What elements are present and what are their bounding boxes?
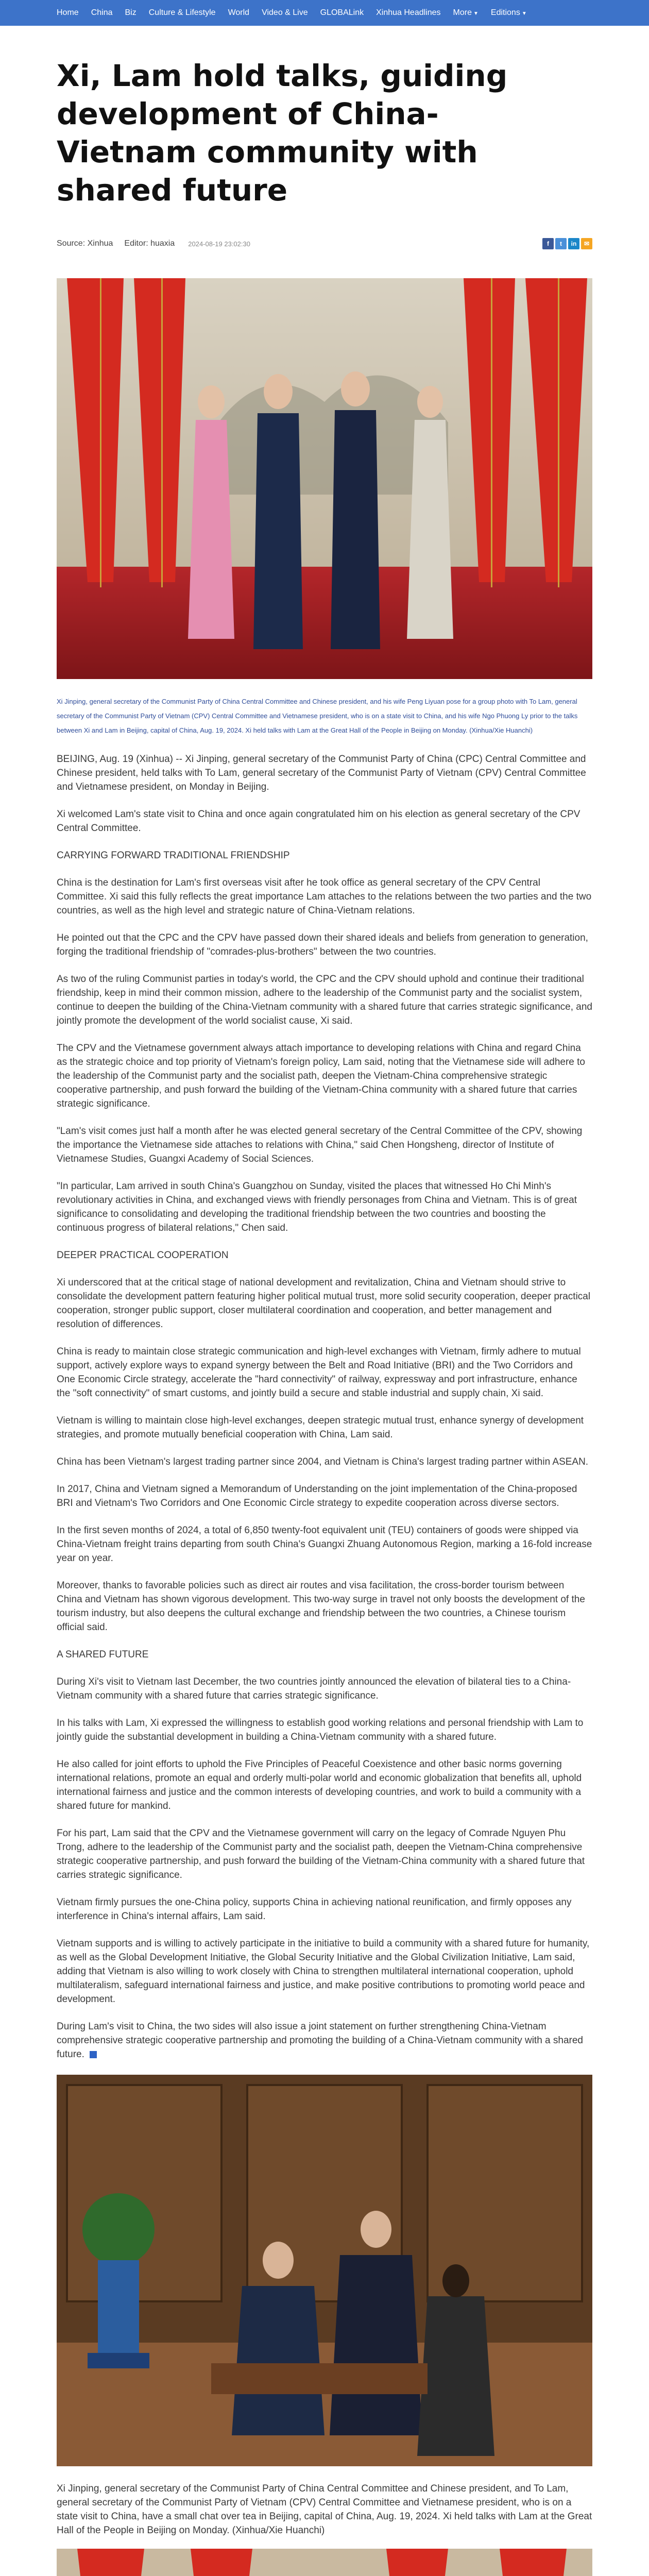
third-photo — [57, 2549, 592, 2576]
nav-china[interactable]: China — [91, 8, 113, 17]
paragraph: The CPV and the Vietnamese government always attach importance to developing relations with China and regard China as the strategic choice and top priority of Vietnam's foreign policy, Lam said, noting that the Vietnamese side will adhere to the leadership of the Communist party and the socialist path, deepen the Vietnam-China comprehensive strategic cooperative partnership, and push forward the building of the Vietnam-China community with a shared future that carries strategic significance. — [57, 1043, 585, 1109]
paragraph: Vietnam is willing to maintain close high-level exchanges, deepen strategic mutual trust, enhance synergy of development strategies, and promote mutually beneficial cooperation with China, Lam said. — [57, 1415, 584, 1440]
article-body — [57, 752, 592, 2061]
nav-xinhua-headlines[interactable]: Xinhua Headlines — [376, 8, 441, 17]
nav-biz[interactable]: Biz — [125, 8, 136, 17]
paragraph: He also called for joint efforts to uphold the Five Principles of Peaceful Coexistence and other basic norms governing international relations, promote an equal and orderly multi-polar world and economic globalization that benefits all, uphold international fairness and justice and the common interests of developing countries, and work to build a community with a shared future for mankind. — [57, 1759, 582, 1811]
paragraph: Vietnam supports and is willing to actively participate in the initiative to build a community with a shared future for humanity, as well as the Global Development Initiative, the Global Security Initiative and the Global Civilization Initiative, Lam said, adding that Vietnam is also willing to work closely with China to strengthen multilateral international cooperation, uphold multilateralism, safeguard international fairness and justice, and make positive contributions to promoting world peace and development. — [57, 1938, 590, 2005]
paragraph-last: During Lam's visit to China, the two sides will also issue a joint statement on further strengthening China-Vietnam comprehensive strategic cooperative partnership and promoting the building of a China-Vietnam community with a shared future. — [57, 2021, 583, 2060]
twitter-share-icon[interactable]: t — [555, 238, 567, 249]
article-time: 2024-08-19 23:02:30 — [188, 240, 250, 248]
group-photo — [57, 278, 592, 679]
end-mark-icon — [90, 2051, 97, 2058]
paragraph: Xi welcomed Lam's state visit to China and once again congratulated him on his election as general secretary of the CPV Central Committee. — [57, 809, 580, 834]
tea-chat-photo — [57, 2075, 592, 2466]
paragraph: "In particular, Lam arrived in south China's Guangzhou on Sunday, visited the places that witnessed Ho Chi Minh's revolutionary activities in China, and exchanged views with friendly personages from China and Vietnam. This is of great significance to consolidating and developing the traditional friendship between the two countries and boosting the continuous progress of bilateral relations," Chen said. — [57, 1181, 577, 1233]
article-container — [57, 26, 592, 2576]
nav-more[interactable]: More ▼ — [453, 8, 479, 17]
top-nav — [0, 0, 649, 26]
nav-video-live[interactable]: Video & Live — [262, 8, 308, 17]
photo-caption: Xi Jinping, general secretary of the Communist Party of China Central Committee and Chinese president, and his wife Peng Liyuan pose for a group photo with To Lam, general secretary of the Communist Party of Vietnam (CPV) Central Committee and Vietnamese president, who is on a state visit to China, and his wife Ngo Phuong Ly prior to the talks between Xi and Lam in Beijing, capital of China, Aug. 19, 2024. Xi held talks with Lam at the Great Hall of the People in Beijing on Monday. (Xinhua/Xie Huanchi) — [57, 698, 578, 734]
nav-world[interactable]: World — [228, 8, 250, 17]
photo-caption: Xi Jinping, general secretary of the Communist Party of China Central Committee and Chinese president, and To Lam, general secretary of the Communist Party of Vietnam (CPV) Central Committee and Vietnamese president, who is on a state visit to China, have a small chat over tea in Beijing, capital of China, Aug. 19, 2024. Xi held talks with Lam at the Great Hall of the People in Beijing on Monday. (Xinhua/Xie Huanchi) — [57, 2483, 592, 2536]
paragraph: In his talks with Lam, Xi expressed the willingness to establish good working relations and personal friendship with Lam to jointly guide the substantial development in building a China-Vietnam community with a shared future. — [57, 1718, 584, 1742]
paragraph: He pointed out that the CPC and the CPV have passed down their shared ideals and beliefs from generation to generation, forging the traditional friendship of "comrades-plus-brothers" between the two countries. — [57, 933, 588, 957]
paragraph: Moreover, thanks to favorable policies such as direct air routes and visa facilitation, the cross-border tourism between China and Vietnam has shown vigorous development. This two-way surge in travel not only boosts the development of the tourism industry, but also deepens the cultural exchange and friendship between the two countries, a Chinese tourism official said. — [57, 1580, 585, 1633]
paragraph: BEIJING, Aug. 19 (Xinhua) -- Xi Jinping, general secretary of the Communist Party of China (CPC) Central Committee and Chinese president, held talks with To Lam, general secretary of the Communist Party of Vietnam (CPV) Central Committee and Vietnamese president, on Monday in Beijing. — [57, 754, 586, 792]
paragraph: "Lam's visit comes just half a month after he was elected general secretary of the Central Committee of the CPV, showing the importance the Vietnamese side attaches to relations with China," said Chen Hongsheng, director of Institute of Vietnamese Studies, Guangxi Academy of Social Sciences. — [57, 1126, 583, 1164]
facebook-share-icon[interactable]: f — [542, 238, 554, 249]
paragraph: China is ready to maintain close strategic communication and high-level exchanges with Vietnam, firmly adhere to mutual support, actively explore ways to expand synergy between the Belt and Road Initiative (BRI) and the Two Corridors and One Economic Circle strategy, accelerate the "hard connectivity" of railway, expressway and port infrastructure, enhance the "soft connectivity" of smart customs, and jointly build a secure and stable industrial and supply chain, Xi said. — [57, 1346, 581, 1399]
paragraph: During Xi's visit to Vietnam last December, the two countries jointly announced the elevation of bilateral ties to a China-Vietnam community with a shared future that carries strategic significance. — [57, 1676, 571, 1701]
paragraph: As two of the ruling Communist parties in today's world, the CPC and the CPV should uphold and continue their traditional friendship, keep in mind their common mission, adhere to the leadership of the Communist party and the socialist system, continue to deepen the building of the China-Vietnam community with a shared future that carries strategic significance, and jointly promote the development of the world socialist cause, Xi said. — [57, 974, 592, 1026]
paragraph: In 2017, China and Vietnam signed a Memorandum of Understanding on the joint implementation of the China-proposed BRI and Vietnam's Two Corridors and One Economic Circle strategy to expedite cooperation across diverse sectors. — [57, 1484, 577, 1509]
section-heading: CARRYING FORWARD TRADITIONAL FRIENDSHIP — [57, 850, 290, 861]
paragraph: China is the destination for Lam's first overseas visit after he took office as general secretary of the CPV Central Committee. Xi said this fully reflects the great importance Lam attaches to the relations between the two parties and the two countries, as well as the high level and strategic nature of China-Vietnam relations. — [57, 877, 592, 916]
nav-globalink[interactable]: GLOBALink — [320, 8, 364, 17]
article-source: Source: Xinhua — [57, 239, 113, 248]
mail-share-icon[interactable]: ✉ — [581, 238, 592, 249]
paragraph: Vietnam firmly pursues the one-China policy, supports China in achieving national reunification, and firmly opposes any interference in China's internal affairs, Lam said. — [57, 1897, 572, 1922]
paragraph: China has been Vietnam's largest trading partner since 2004, and Vietnam is China's largest trading partner within ASEAN. — [57, 1456, 589, 1467]
paragraph: Xi underscored that at the critical stage of national development and revitalization, China and Vietnam should strive to consolidate the development pattern featuring higher political mutual trust, more solid security cooperation, deeper practical cooperation, stronger public support, closer multilateral coordination and cooperation, and better management and resolution of differences. — [57, 1277, 591, 1330]
chevron-down-icon: ▼ — [521, 11, 527, 16]
article-meta — [57, 236, 592, 251]
section-heading: A SHARED FUTURE — [57, 1649, 149, 1660]
share-bar — [542, 238, 592, 249]
nav-editions[interactable]: Editions ▼ — [490, 8, 527, 17]
section-heading: DEEPER PRACTICAL COOPERATION — [57, 1250, 229, 1261]
article-title: Xi, Lam hold talks, guiding development of China-Vietnam community with shared future — [57, 58, 508, 208]
paragraph: For his part, Lam said that the CPV and the Vietnamese government will carry on the legacy of Comrade Nguyen Phu Trong, adhere to the leadership of the Communist party and the socialist path, deepen the Vietnam-China comprehensive strategic cooperative partnership, and push forward the building of the Vietnam-China community with a shared future that carries strategic significance. — [57, 1828, 585, 1880]
linkedin-share-icon[interactable]: in — [568, 238, 579, 249]
paragraph: In the first seven months of 2024, a total of 6,850 twenty-foot equivalent unit (TEU) containers of goods were shipped via China-Vietnam freight trains departing from south China's Guangxi Zhuang Autonomous Region, marking a 16-fold increase year on year. — [57, 1525, 592, 1564]
nav-culture-lifestyle[interactable]: Culture & Lifestyle — [148, 8, 216, 17]
chevron-down-icon: ▼ — [473, 11, 479, 16]
nav-home[interactable]: Home — [57, 8, 79, 17]
article-editor: Editor: huaxia — [124, 239, 175, 248]
